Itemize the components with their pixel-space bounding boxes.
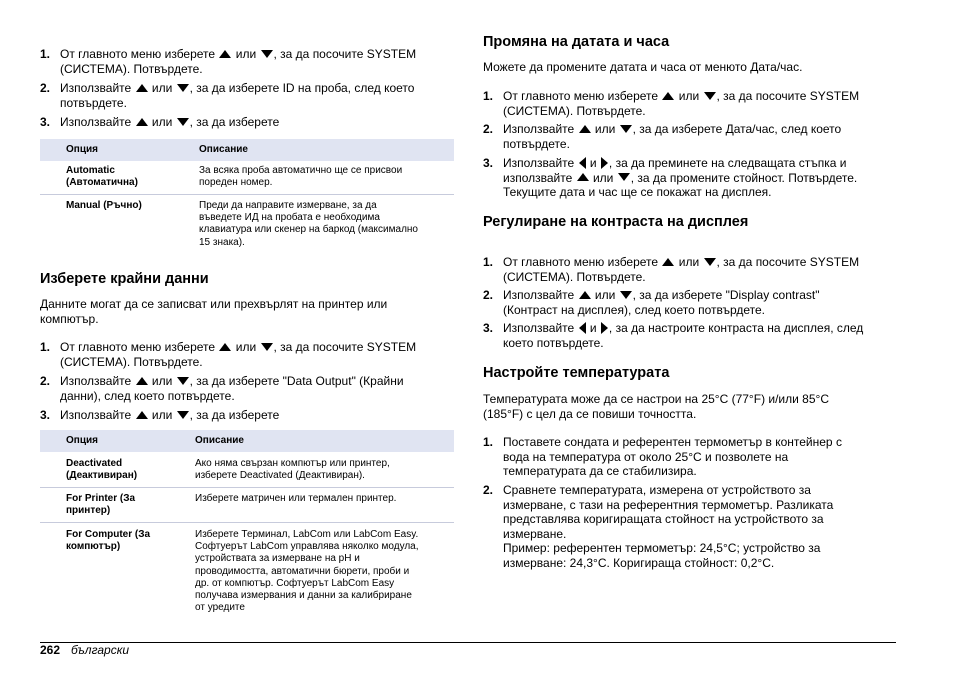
step-text-run: Използвайте — [503, 156, 578, 170]
step-line — [60, 408, 279, 423]
step-number: 1. — [483, 89, 494, 103]
table-cell-option: Deactivated (Деактивиран) — [66, 458, 138, 482]
down-arrow-icon — [177, 411, 189, 419]
step-text-run: потвърдете. — [503, 136, 570, 151]
table-cell-option: Automatic (Автоматична) — [66, 165, 138, 189]
step-text-run: данни), след което потвърдете. — [60, 388, 235, 403]
step-text-run: измерване: 24,3°C. Коригираща стойност: 0,2°C. — [503, 555, 775, 570]
table-header-description: Описание — [195, 435, 244, 446]
step-line — [503, 541, 833, 556]
step-text-run: От главното меню изберете — [503, 89, 662, 103]
step-line — [60, 62, 416, 77]
step-text-run: (СИСТЕМА). Потвърдете. — [60, 354, 203, 369]
step-text — [60, 47, 416, 76]
step-number: 2. — [483, 288, 494, 302]
step-text-run: , за да преминете на следващата стъпка и — [608, 156, 847, 170]
step-text-run: измерване, с тази на референтния термометър. Разликата — [503, 497, 834, 512]
step-text — [503, 89, 859, 118]
right-arrow-icon — [601, 322, 608, 334]
options-table-sample-id — [40, 139, 454, 259]
step-line — [503, 556, 833, 571]
left-arrow-icon — [579, 157, 586, 169]
table-header-option: Опция — [66, 144, 98, 155]
step-text — [60, 115, 279, 130]
table-row-divider — [40, 522, 454, 523]
step-text-run: , за да посочите SYSTEM — [273, 47, 417, 61]
step-number: 2. — [483, 483, 494, 497]
step-text-run: представлява коригиращата стойност на устройството за — [503, 512, 824, 526]
step-text-run: Използвайте — [60, 115, 135, 129]
step-text-run: Поставете сондата и референтен термометър в контейнер с — [503, 435, 842, 449]
step-text-run: или — [675, 255, 703, 269]
step-text-run: и — [586, 321, 600, 335]
step-text-run: , за да изберете "Display contrast" — [632, 288, 820, 302]
up-arrow-icon — [662, 258, 674, 266]
step-text-run: , за да изберете — [189, 115, 280, 129]
step-text-run: (СИСТЕМА). Потвърдете. — [503, 269, 646, 284]
step-number: 3. — [40, 115, 51, 129]
step-line — [503, 122, 841, 137]
table-header-description: Описание — [199, 144, 248, 155]
table-cell-description: Ако няма свързан компютър или принтер, изберете Deactivated (Деактивиран). — [195, 458, 390, 482]
up-arrow-icon — [219, 343, 231, 351]
step-number: 1. — [483, 255, 494, 269]
step-text-run: , за да настроите контраста на дисплея, след — [608, 321, 864, 335]
paragraph: Данните могат да се записват или прехвърлят на принтер или компютър. — [40, 297, 388, 326]
step-text — [503, 321, 863, 350]
down-arrow-icon — [177, 118, 189, 126]
step-number: 3. — [483, 321, 494, 335]
table-row-divider — [40, 194, 454, 195]
step-text-run: Използвайте — [503, 288, 578, 302]
step-text — [503, 255, 859, 284]
step-text-run: или — [591, 288, 619, 302]
step-text-run: или — [148, 374, 176, 388]
step-text-run: (Контраст на дисплея), след което потвърдете. — [503, 302, 766, 317]
step-text-run: Текущите дата и час ще се покажат на дисплея. — [503, 185, 772, 199]
step-line — [60, 115, 279, 130]
down-arrow-icon — [177, 377, 189, 385]
step-line — [60, 389, 404, 404]
step-number: 1. — [40, 47, 51, 61]
step-line — [503, 104, 859, 119]
step-number: 1. — [483, 435, 494, 449]
step-text — [503, 288, 819, 317]
step-text-run: (СИСТЕМА). Потвърдете. — [60, 61, 203, 76]
up-arrow-icon — [219, 50, 231, 58]
up-arrow-icon — [136, 84, 148, 92]
step-text — [503, 156, 857, 200]
step-line — [503, 464, 842, 479]
step-number: 3. — [40, 408, 51, 422]
step-line — [503, 512, 833, 527]
step-line — [503, 270, 859, 285]
step-text-run: , за да изберете Дата/час, след което — [632, 122, 842, 136]
step-number: 3. — [483, 156, 494, 170]
step-text-run: или — [148, 115, 176, 129]
step-text — [60, 408, 279, 423]
options-table-data-output — [40, 430, 454, 622]
table-header — [40, 139, 454, 161]
up-arrow-icon — [136, 411, 148, 419]
step-text-run: , за да изберете ID на проба, след което — [189, 81, 415, 95]
step-text-run: или — [148, 81, 176, 95]
down-arrow-icon — [261, 50, 273, 58]
down-arrow-icon — [620, 291, 632, 299]
section-heading-date-time: Промяна на датата и часа — [483, 34, 670, 50]
step-number: 2. — [40, 81, 51, 95]
table-header — [40, 430, 454, 452]
step-line — [60, 340, 416, 355]
right-arrow-icon — [601, 157, 608, 169]
step-text-run: Използвайте — [60, 408, 135, 422]
down-arrow-icon — [177, 84, 189, 92]
step-text-run: , за да изберете "Data Output" (Крайни — [189, 374, 404, 388]
step-text-run: потвърдете. — [60, 95, 127, 110]
step-line — [503, 303, 819, 318]
step-line — [503, 185, 857, 200]
paragraph: Можете да промените датата и часа от менюто Дата/час. — [483, 60, 803, 74]
table-cell-description: Изберете матричен или термален принтер. — [195, 493, 397, 504]
up-arrow-icon — [579, 291, 591, 299]
step-text-run: което потвърдете. — [503, 335, 604, 350]
step-text — [503, 483, 833, 570]
step-text-run: или — [232, 340, 260, 354]
step-text — [503, 122, 841, 151]
step-line — [503, 435, 842, 450]
up-arrow-icon — [577, 173, 589, 181]
step-text-run: , за да изберете — [189, 408, 280, 422]
table-header-option: Опция — [66, 435, 98, 446]
up-arrow-icon — [136, 377, 148, 385]
step-line — [60, 47, 416, 62]
page-number: 262 — [40, 643, 61, 657]
step-text-run: Използвайте — [503, 321, 578, 335]
step-line — [503, 498, 833, 513]
table-cell-option: For Printer (За принтер) — [66, 493, 136, 517]
step-text-run: измерване. — [503, 526, 567, 541]
footer-divider — [40, 642, 896, 643]
step-line — [503, 336, 863, 351]
step-line — [503, 255, 859, 270]
step-text-run: температурата да се стабилизира. — [503, 464, 697, 478]
step-text-run: или — [589, 170, 617, 185]
step-text-run: , за да посочите SYSTEM — [273, 340, 417, 354]
step-number: 2. — [40, 374, 51, 388]
section-heading-contrast: Регулиране на контраста на дисплея — [483, 214, 749, 230]
step-text — [503, 435, 842, 479]
step-text-run: използвайте — [503, 170, 576, 185]
paragraph: Температурата може да се настрои на 25°C (77°F) и/или 85°C (185°F) с цел да се повиши точността. — [483, 392, 829, 421]
step-text-run: (СИСТЕМА). Потвърдете. — [503, 103, 646, 118]
down-arrow-icon — [704, 92, 716, 100]
step-line — [503, 483, 833, 498]
step-text-run: От главното меню изберете — [503, 255, 662, 269]
footer-language: български — [71, 643, 130, 657]
step-line — [503, 156, 857, 171]
step-text-run: вода на температура от около 25°C и позволете на — [503, 449, 789, 464]
step-text-run: или — [148, 408, 176, 422]
step-text-run: и — [586, 156, 600, 170]
section-heading-temperature: Настройте температурата — [483, 365, 670, 381]
step-text-run: От главното меню изберете — [60, 340, 219, 354]
down-arrow-icon — [704, 258, 716, 266]
up-arrow-icon — [579, 125, 591, 133]
table-cell-description: Изберете Терминал, LabCom или LabCom Easy. Софтуерът LabCom управлява няколко модула, устройствата за измерване на pH и проводимостта, автоматични бюрети, проби и др. от компютър. Софтуерът LabCom Easy получава измервания и данни за калибриране от уредите — [195, 529, 419, 614]
step-line — [60, 96, 414, 111]
step-line — [503, 527, 833, 542]
down-arrow-icon — [261, 343, 273, 351]
step-number: 2. — [483, 122, 494, 136]
step-text-run: или — [232, 47, 260, 61]
step-line — [503, 89, 859, 104]
step-text-run: или — [591, 122, 619, 136]
step-text-run: , за да посочите SYSTEM — [716, 255, 860, 269]
step-line — [503, 450, 842, 465]
step-text-run: или — [675, 89, 703, 103]
down-arrow-icon — [620, 125, 632, 133]
step-line — [503, 171, 857, 186]
up-arrow-icon — [136, 118, 148, 126]
step-text — [60, 340, 416, 369]
table-cell-option: For Computer (За компютър) — [66, 529, 151, 553]
step-line — [503, 288, 819, 303]
step-text-run: От главното меню изберете — [60, 47, 219, 61]
step-line — [503, 321, 863, 336]
step-text-run: Пример: референтен термометър: 24,5°C; устройство за — [503, 541, 821, 555]
table-cell-description: Преди да направите измерване, за да въведете ИД на пробата е необходима клавиатура или скенер на баркод (максимално 15 знака). — [199, 200, 418, 248]
step-text-run: Използвайте — [60, 81, 135, 95]
step-text — [60, 374, 404, 403]
step-text-run: Сравнете температурата, измерена от устройството за — [503, 483, 811, 497]
step-line — [60, 355, 416, 370]
step-text-run: , за да промените стойност. Потвърдете. — [630, 170, 858, 185]
section-heading-output: Изберете крайни данни — [40, 271, 209, 287]
step-text — [60, 81, 414, 110]
step-line — [503, 137, 841, 152]
left-arrow-icon — [579, 322, 586, 334]
step-text-run: , за да посочите SYSTEM — [716, 89, 860, 103]
down-arrow-icon — [618, 173, 630, 181]
table-cell-option: Manual (Ръчно) — [66, 200, 142, 211]
step-line — [60, 374, 404, 389]
step-number: 1. — [40, 340, 51, 354]
step-text-run: Използвайте — [503, 122, 578, 136]
step-line — [60, 81, 414, 96]
table-row-divider — [40, 487, 454, 488]
table-cell-description: За всяка проба автоматично ще се присвои пореден номер. — [199, 165, 403, 189]
step-text-run: Използвайте — [60, 374, 135, 388]
up-arrow-icon — [662, 92, 674, 100]
